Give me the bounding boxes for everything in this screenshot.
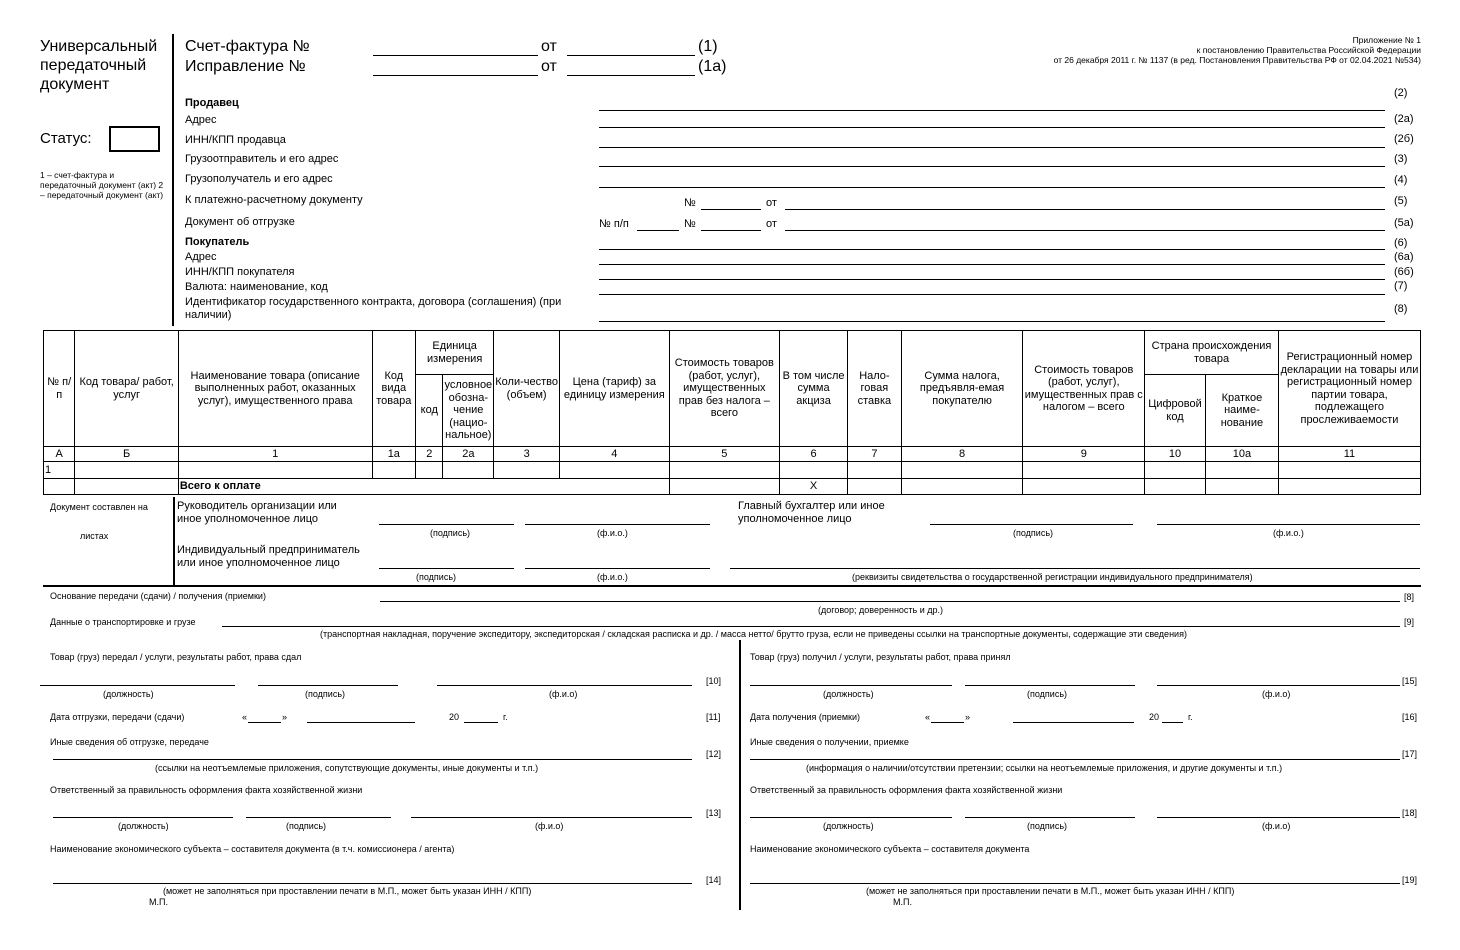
correction-number-field[interactable] [373, 75, 538, 76]
requisite-field[interactable] [599, 264, 1385, 265]
correction-from-label: от [541, 58, 557, 75]
recv-day-field[interactable] [931, 722, 964, 723]
column-letter: 10 [1145, 447, 1206, 462]
transport-hint: (транспортная накладная, поручение экспедитору, экспедиторская / складская расписка и др. / масса нетто/ брутто груза, если не приведены ссылки на транспортные документы, содержащие эти сведения) [320, 629, 1187, 639]
transport-label: Данные о транспортировке и грузе [50, 617, 196, 627]
th-country: Страна происхождения товара [1145, 331, 1279, 375]
requisite-code: (6) [1394, 237, 1408, 249]
code-18: [18] [1402, 808, 1418, 818]
th-unit: Единица измерения [416, 331, 494, 375]
total-row [44, 479, 1421, 495]
code-14: [14] [706, 875, 722, 885]
table-cell[interactable] [560, 462, 670, 479]
got-label: Товар (груз) получил / услуги, результаты работ, права принял [750, 652, 1011, 662]
acc-fio-field[interactable] [1157, 524, 1420, 525]
requisite-code: (6а) [1394, 251, 1414, 263]
code-15: [15] [1402, 676, 1418, 686]
column-letter: 2 [416, 447, 443, 462]
code-19: [19] [1402, 875, 1418, 885]
sheets-label: листах [80, 531, 109, 541]
left-resp-sign-field[interactable] [246, 817, 391, 818]
got-fio-caption: (ф.и.о) [1262, 689, 1291, 699]
th-name: Наименование товара (описание выполненных работ, оказанных услуг), имущественного права [178, 331, 372, 447]
requisite-code: (7) [1394, 280, 1408, 292]
th-unit-name: условное обозна-чение (нацио-нальное) [443, 375, 494, 447]
left-resp-fio-field[interactable] [411, 817, 692, 818]
got-position-field[interactable] [750, 685, 952, 686]
requisite-code: (6б) [1394, 266, 1414, 278]
ship-year-prefix: 20 [449, 712, 460, 722]
table-cell[interactable] [1205, 462, 1278, 479]
requisite-field[interactable] [599, 321, 1385, 322]
doc-number-field[interactable] [701, 230, 761, 231]
sign-bottom-rule [43, 585, 1421, 587]
invoice-date-field[interactable] [567, 55, 695, 56]
got-position-caption: (должность) [823, 689, 874, 699]
gave-position-field[interactable] [40, 685, 235, 686]
recv-q-close: » [965, 712, 971, 722]
th-qty: Коли-чество (объем) [494, 331, 560, 447]
row-number: 1 [44, 462, 75, 479]
status-box[interactable] [109, 126, 160, 152]
doc-date-field[interactable] [785, 230, 1385, 231]
th-rate: Нало-говая ставка [848, 331, 902, 447]
recv-other-field[interactable] [750, 759, 1400, 760]
total-cost-cell[interactable] [669, 479, 780, 495]
ship-other-label: Иные сведения об отгрузке, передаче [50, 737, 209, 747]
requisite-code: (2б) [1394, 133, 1414, 145]
code-8: [8] [1404, 592, 1415, 602]
appendix-line2: к постановлению Правительства Российской Федерации [1196, 45, 1421, 55]
table-cell[interactable] [494, 462, 560, 479]
th-tax: Сумма налога, предъявля-емая покупателю [901, 331, 1023, 447]
left-resp-label: Ответственный за правильность оформления факта хозяйственной жизни [50, 785, 363, 795]
ship-q-close: » [282, 712, 288, 722]
doc-type-title: Универсальный передаточный документ [40, 38, 158, 93]
recv-q-open: « [925, 712, 931, 722]
acc-sign-caption: (подпись) [1013, 528, 1054, 538]
acc-sign-field[interactable] [930, 524, 1133, 525]
head-sign-caption: (подпись) [430, 528, 471, 538]
header-divider [172, 34, 174, 326]
column-letter: 6 [780, 447, 848, 462]
table-cell[interactable] [848, 462, 902, 479]
left-stamp-place: М.П. [149, 897, 168, 907]
recv-other-hint: (информация о наличии/отсутствии претензии; ссылки на неотъемлемые приложения, и другие документы и т.п.) [806, 763, 1283, 773]
basis-hint: (договор; доверенность и др.) [818, 605, 944, 615]
column-letter: 7 [848, 447, 902, 462]
th-unit-code: код [416, 375, 443, 447]
requisite-code: (5) [1394, 195, 1408, 207]
column-letter: 8 [901, 447, 1023, 462]
ip-sign-field[interactable] [379, 568, 514, 569]
ship-q-open: « [242, 712, 248, 722]
appendix-line1: Приложение № 1 [1352, 35, 1421, 45]
recv-month-field[interactable] [1013, 722, 1134, 723]
requisite-label: ИНН/КПП покупателя [185, 266, 295, 278]
gave-sign-caption: (подпись) [305, 689, 346, 699]
basis-label: Основание передачи (сдачи) / получения (приемки) [50, 591, 266, 601]
ip-fio-field[interactable] [525, 568, 710, 569]
got-sign-caption: (подпись) [1027, 689, 1068, 699]
th-total: Стоимость товаров (работ, услуг), имущественных прав с налогом – всего [1023, 331, 1145, 447]
requisite-field[interactable] [599, 147, 1385, 148]
gave-position-caption: (должность) [103, 689, 154, 699]
column-letter: 5 [669, 447, 780, 462]
code-12: [12] [706, 749, 722, 759]
left-resp-sign-caption: (подпись) [286, 821, 327, 831]
column-letters-row [44, 447, 1421, 462]
ship-other-field[interactable] [53, 759, 692, 760]
left-resp-position-field[interactable] [53, 817, 233, 818]
ship-other-hint: (ссылки на неотъемлемые приложения, сопутствующие документы, иные документы и т.п.) [155, 763, 539, 773]
ship-month-field[interactable] [307, 722, 415, 723]
requisite-label: Документ об отгрузке [185, 216, 295, 228]
ship-year-suffix: г. [503, 712, 508, 722]
right-resp-label: Ответственный за правильность оформления факта хозяйственной жизни [750, 785, 1063, 795]
code-10: [10] [706, 676, 722, 686]
appendix-line3: от 26 декабря 2011 г. № 1137 (в ред. Постановления Правительства РФ от 02.04.2021 №534) [1053, 55, 1421, 65]
code-1: (1) [698, 38, 718, 55]
status-note: 1 – счет-фактура и передаточный документ (акт) 2 – передаточный документ (акт) [40, 170, 164, 200]
acc-fio-caption: (ф.и.о.) [1273, 528, 1304, 538]
column-letter: Б [75, 447, 178, 462]
th-code: Код товара/ работ, услуг [75, 331, 178, 447]
right-resp-fio-field[interactable] [1157, 817, 1400, 818]
requisite-label: Валюта: наименование, код [185, 281, 328, 293]
right-resp-sign-caption: (подпись) [1027, 821, 1068, 831]
th-country-code: Цифровой код [1145, 375, 1206, 447]
status-label: Статус: [40, 130, 92, 147]
code-1a: (1а) [698, 58, 727, 75]
invoice-number-field[interactable] [373, 55, 538, 56]
total-tax-cell[interactable] [901, 479, 1023, 495]
doc-number-field[interactable] [701, 209, 761, 210]
requisite-label: Продавец [185, 97, 239, 109]
right-resp-sign-field[interactable] [965, 817, 1135, 818]
requisite-code: (4) [1394, 174, 1408, 186]
gave-label: Товар (груз) передал / услуги, результаты работ, права сдал [50, 652, 302, 662]
table-cell[interactable] [416, 462, 443, 479]
doc-from-label: от [766, 197, 777, 209]
ip-sign-caption: (подпись) [416, 572, 457, 582]
doc-composed-label: Документ составлен на [50, 502, 148, 512]
ip-label: Индивидуальный предприниматель или иное уполномоченное лицо [177, 544, 360, 569]
no-pp-label: № п/п [599, 218, 629, 230]
ip-fio-caption: (ф.и.о.) [597, 572, 628, 582]
doc-number-label: № [684, 218, 696, 230]
left-resp-fio-caption: (ф.и.о) [535, 821, 564, 831]
th-no: № п/п [44, 331, 75, 447]
ip-cert-field[interactable] [730, 568, 1420, 569]
column-letter: 10а [1205, 447, 1278, 462]
requisite-field[interactable] [599, 249, 1385, 250]
requisite-field[interactable] [599, 279, 1385, 280]
requisite-code: (5а) [1394, 217, 1414, 229]
column-letter: 2а [443, 447, 494, 462]
got-fio-field[interactable] [1157, 685, 1400, 686]
transport-field[interactable] [222, 626, 1400, 627]
center-divider [739, 640, 741, 910]
table-cell[interactable] [1278, 462, 1420, 479]
total-label: Всего к оплате [178, 479, 669, 495]
column-letter: 4 [560, 447, 670, 462]
head-fio-caption: (ф.и.о.) [597, 528, 628, 538]
recv-date-label: Дата получения (приемки) [750, 712, 860, 722]
total-excise-cell: X [780, 479, 848, 495]
column-letter: 1 [178, 447, 372, 462]
recv-year-suffix: г. [1188, 712, 1193, 722]
column-letter: 9 [1023, 447, 1145, 462]
table-cell[interactable] [75, 462, 178, 479]
recv-other-label: Иные сведения о получении, приемке [750, 737, 909, 747]
code-16: [16] [1402, 712, 1418, 722]
correction-label: Исправление № [185, 58, 306, 75]
gave-sign-field[interactable] [258, 685, 398, 686]
correction-date-field[interactable] [567, 75, 695, 76]
th-country-name: Краткое наиме-нование [1205, 375, 1278, 447]
requisite-label: Адрес [185, 114, 217, 126]
doc-from-label: от [766, 218, 777, 230]
right-resp-position-field[interactable] [750, 817, 952, 818]
table-cell[interactable] [443, 462, 494, 479]
recv-year-prefix: 20 [1149, 712, 1160, 722]
requisite-field[interactable] [599, 294, 1385, 295]
requisite-label: Грузоотправитель и его адрес [185, 153, 339, 165]
requisite-code: (2) [1394, 87, 1408, 99]
head-org-label: Руководитель организации или иное уполномоченное лицо [177, 500, 337, 525]
code-11: [11] [706, 712, 721, 722]
invoice-from-label: от [541, 38, 557, 55]
table-cell[interactable] [178, 462, 372, 479]
gave-fio-caption: (ф.и.о) [549, 689, 578, 699]
right-subject-label: Наименование экономического субъекта – составителя документа [750, 844, 1030, 854]
table-cell[interactable] [372, 462, 416, 479]
table-row [44, 462, 1421, 479]
got-sign-field[interactable] [965, 685, 1135, 686]
requisite-field[interactable] [599, 166, 1385, 167]
doc-date-field[interactable] [785, 209, 1385, 210]
doc-number-label: № [684, 197, 696, 209]
column-letter: 1а [372, 447, 416, 462]
head-fio-field[interactable] [525, 524, 710, 525]
left-subject-hint: (может не заполняться при проставлении печати в М.П., может быть указан ИНН / КПП) [163, 886, 532, 896]
code-13: [13] [706, 808, 722, 818]
ip-cert-caption: (реквизиты свидетельства о государственной регистрации индивидуального предпринимателя) [852, 572, 1253, 582]
requisite-field[interactable] [599, 127, 1385, 128]
goods-table [43, 330, 1421, 495]
ship-year-field[interactable] [464, 722, 498, 723]
gave-fio-field[interactable] [437, 685, 692, 686]
invoice-label: Счет-фактура № [185, 38, 310, 55]
code-17: [17] [1402, 749, 1418, 759]
requisite-code: (2а) [1394, 113, 1414, 125]
th-cost: Стоимость товаров (работ, услуг), имущественных прав без налога – всего [669, 331, 780, 447]
th-reg: Регистрационный номер декларации на товары или регистрационный номер партии товара, подлежащего прослеживаемости [1278, 331, 1420, 447]
right-subject-hint: (может не заполняться при проставлении печати в М.П., может быть указан ИНН / КПП) [866, 886, 1235, 896]
no-pp-field[interactable] [637, 230, 679, 231]
requisite-label: Идентификатор государственного контракта, договора (соглашения) (при наличии) [185, 296, 562, 321]
requisite-field[interactable] [599, 187, 1385, 188]
requisite-code: (3) [1394, 153, 1408, 165]
right-resp-position-caption: (должность) [823, 821, 874, 831]
total-sum-cell[interactable] [1023, 479, 1145, 495]
left-subject-field[interactable] [53, 883, 692, 884]
requisite-label: Покупатель [185, 236, 250, 248]
right-subject-field[interactable] [750, 883, 1400, 884]
chief-acc-label: Главный бухгалтер или иное уполномоченное лицо [738, 500, 885, 525]
right-stamp-place: М.П. [893, 897, 912, 907]
recv-year-field[interactable] [1162, 722, 1183, 723]
left-resp-position-caption: (должность) [118, 821, 169, 831]
requisite-label: Адрес [185, 251, 217, 263]
requisite-code: (8) [1394, 303, 1408, 315]
column-letter: 11 [1278, 447, 1420, 462]
th-kind: Код вида товара [372, 331, 416, 447]
right-resp-fio-caption: (ф.и.о) [1262, 821, 1291, 831]
table-cell[interactable] [901, 462, 1023, 479]
table-cell[interactable] [1145, 462, 1206, 479]
requisite-label: ИНН/КПП продавца [185, 134, 286, 146]
requisite-field[interactable] [599, 110, 1385, 111]
column-letter: 3 [494, 447, 560, 462]
sign-divider [173, 497, 175, 585]
requisite-label: К платежно-расчетному документу [185, 194, 363, 206]
head-sign-field[interactable] [379, 524, 514, 525]
column-letter: А [44, 447, 75, 462]
requisite-label: Грузополучатель и его адрес [185, 173, 333, 185]
ship-date-label: Дата отгрузки, передачи (сдачи) [50, 712, 185, 722]
left-subject-label: Наименование экономического субъекта – составителя документа (в т.ч. комиссионера / агента) [50, 844, 455, 854]
table-cell[interactable] [1023, 462, 1145, 479]
th-price: Цена (тариф) за единицу измерения [560, 331, 670, 447]
table-cell[interactable] [669, 462, 780, 479]
code-9: [9] [1404, 617, 1415, 627]
ship-day-field[interactable] [248, 722, 281, 723]
table-cell[interactable] [780, 462, 848, 479]
basis-field[interactable] [380, 601, 1400, 602]
th-excise: В том числе сумма акциза [780, 331, 848, 447]
